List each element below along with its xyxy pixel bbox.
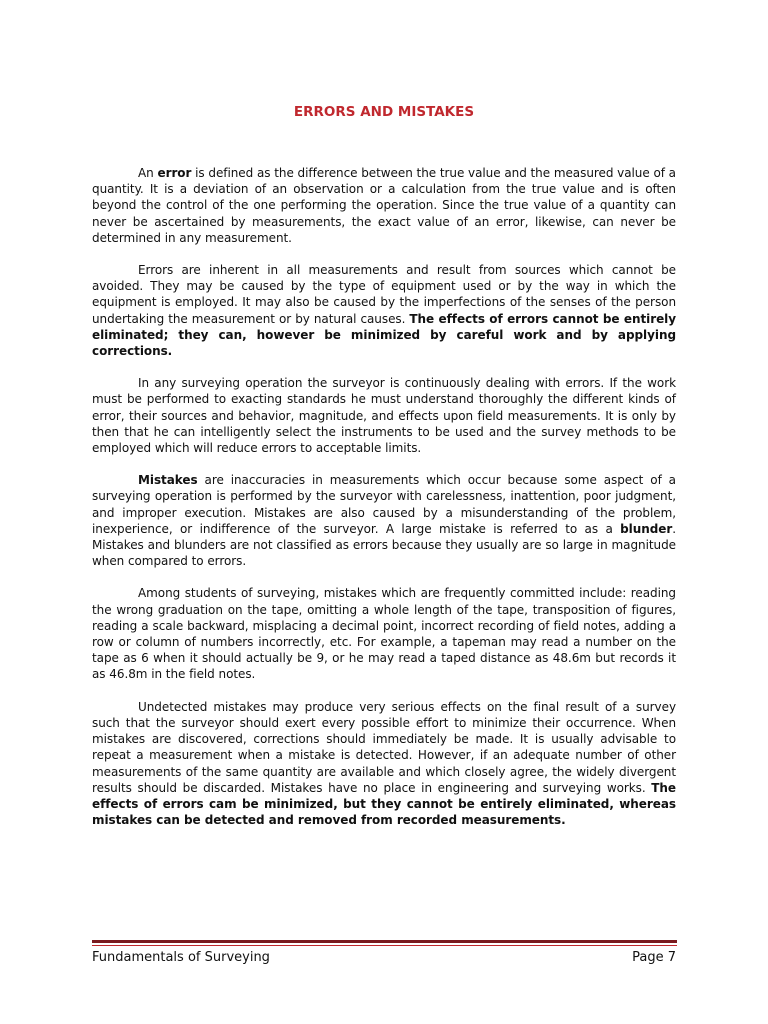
paragraph	[92, 472, 676, 569]
bold-text-run: Mistakes	[138, 473, 198, 488]
text-run: An	[138, 166, 158, 180]
footer-divider-thin	[92, 945, 677, 946]
document-body	[92, 165, 676, 844]
paragraph	[92, 585, 676, 682]
bold-text-run: The effects of errors cannot be entirely eliminated; they can, however be minimized by careful work and by applying corrections.	[92, 311, 677, 359]
footer-page-number: Page 7	[632, 950, 676, 965]
footer-book-title: Fundamentals of Surveying	[92, 950, 270, 965]
text-run: Undetected mistakes may produce very serious effects on the final result of a survey such that the surveyor should exert every possible effort to minimize their occurrence. When mistakes are discovered, corrections should immediately be made. It is usually advisable to repeat a measurement when a mistake is detected. However, if an adequate number of other measurements of the same quantity are available and which closely agree, the widely divergent results should be discarded. Mistakes have no place in engineering and surveying works.	[92, 699, 676, 795]
bold-text-run: The effects of errors cam be minimized, but they cannot be entirely eliminated, whereas mistakes can be detected and removed from recorded measurements.	[92, 780, 676, 828]
footer-divider-thick	[92, 940, 677, 943]
text-run: are inaccuracies in measurements which occur because some aspect of a surveying operation is performed by the surveyor with carelessness, inattention, poor judgment, and improper execution. Mistakes are also caused by a misunderstanding of the problem, inexperience, or indifference of the surveyor. A large mistake is referred to as a	[92, 473, 676, 536]
text-run: Errors are inherent in all measurements and result from sources which cannot be avoided. They may be caused by the type of equipment used or by the way in which the equipment is employed. It may also be caused by the imperfections of the senses of the person undertaking the measurement or by natural causes.	[92, 263, 676, 326]
paragraph	[92, 165, 676, 246]
paragraph	[92, 699, 676, 829]
text-run: Among students of surveying, mistakes which are frequently committed include: reading the wrong graduation on the tape, omitting a whole length of the tape, transposition of figures, reading a scale backward, misplacing a decimal point, incorrect recording of field notes, adding a row or column of numbers incorrectly, etc. For example, a tapeman may read a number on the tape as 6 when it should actually be 9, or he may read a taped distance as 48.6m but records it as 46.8m in the field notes.	[92, 586, 676, 682]
page-title: ERRORS AND MISTAKES	[293, 104, 475, 120]
text-run: . Mistakes and blunders are not classified as errors because they usually are so large in magnitude when compared to errors.	[92, 521, 676, 569]
text-run: In any surveying operation the surveyor is continuously dealing with errors. If the work must be performed to exacting standards he must understand thoroughly the different kinds of error, their sources and behavior, magnitude, and effects upon field measurements. It is only by then that he can intelligently select the instruments to be used and the survey methods to be employed which will reduce errors to acceptable limits.	[92, 376, 676, 456]
paragraph	[92, 262, 676, 359]
text-run: is defined as the difference between the true value and the measured value of a quantity. It is a deviation of an observation or a calculation from the true value and is often beyond the control of the one performing the operation. Since the true value of a quantity can never be ascertained by measurements, the exact value of an error, likewise, can never be determined in any measurement.	[92, 166, 676, 245]
paragraph	[92, 375, 676, 456]
bold-text-run: error	[157, 166, 192, 180]
bold-text-run: blunder	[620, 521, 673, 536]
